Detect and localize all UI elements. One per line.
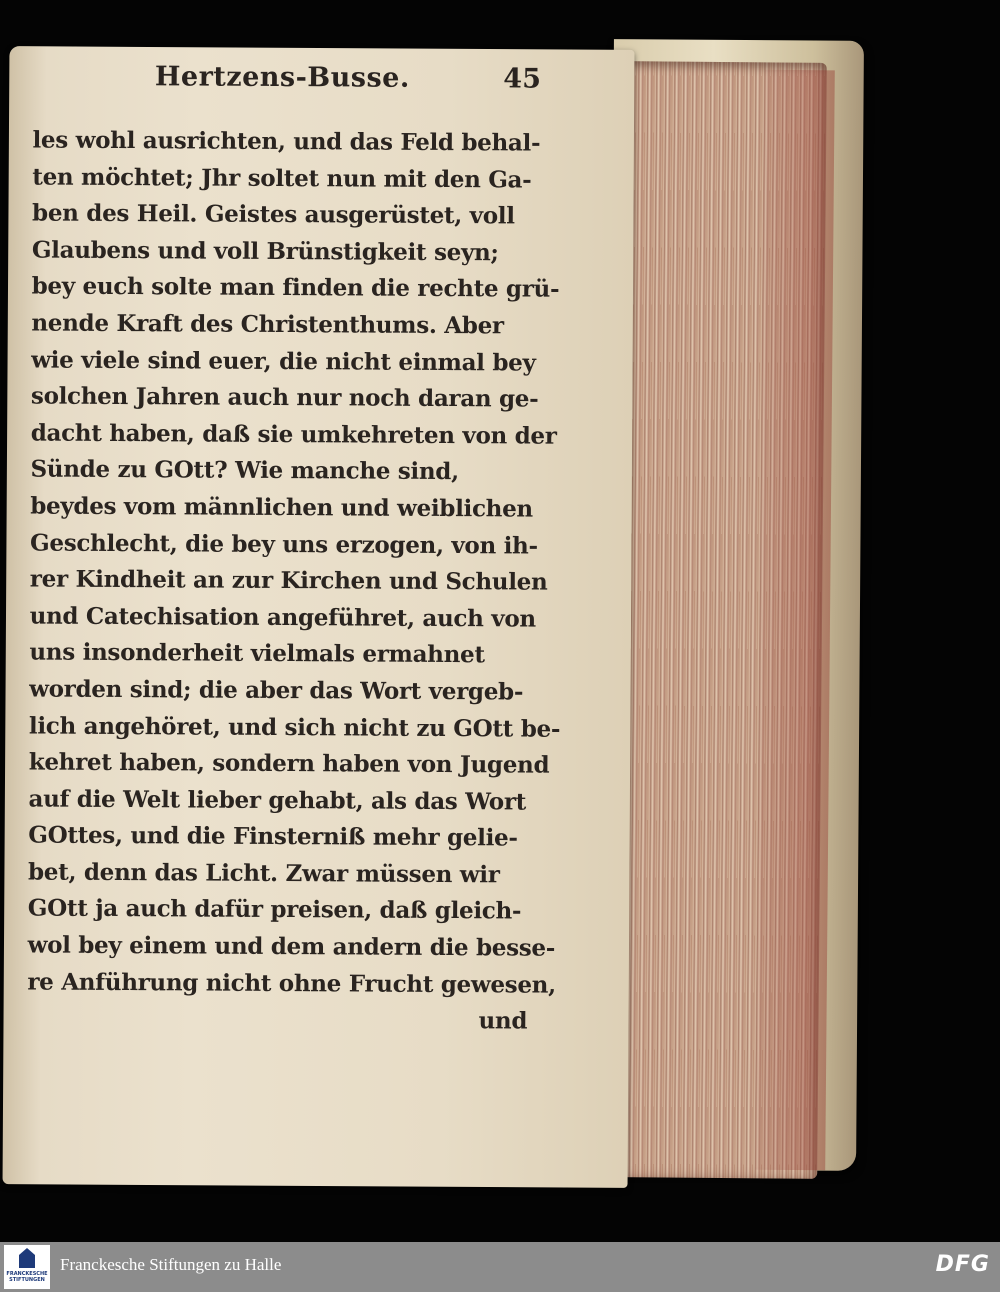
text-line: nende Kraft des Christenthums. Aber [31, 309, 504, 340]
running-head [33, 56, 542, 103]
text-line: Geschlecht, die bey uns erzogen, von ih- [29, 529, 538, 560]
dfg-logo[interactable]: DFG [935, 1252, 990, 1277]
text-line: rer Kindheit an zur Kirchen und Schulen [29, 565, 548, 596]
text-line: uns insonderheit vielmals ermahnet [29, 638, 485, 669]
text-line: beydes vom männlichen und weiblichen [30, 492, 533, 523]
text-line: bey euch solte man finden die rechte grü- [31, 272, 560, 304]
text-line: GOttes, und die Finsterniß mehr gelie- [28, 821, 518, 852]
catchword: und [478, 1007, 528, 1035]
page-number: 45 [503, 63, 542, 95]
running-head-title: Hertzens-Busse. [154, 61, 410, 94]
institution-name: Franckesche Stiftungen zu Halle [60, 1255, 282, 1274]
text-line: les wohl ausrichten, und das Feld behal- [32, 126, 541, 157]
text-line: re Anführung nicht ohne Frucht gewesen, [27, 968, 556, 999]
text-line: ben des Heil. Geistes ausgerüstet, voll [32, 199, 515, 230]
text-line: kehret haben, sondern haben von Jugend [28, 748, 550, 779]
franckesche-stiftungen-logo[interactable] [4, 1245, 50, 1289]
building-icon [19, 1248, 35, 1268]
text-lines [27, 122, 561, 1040]
text-line: Glaubens und voll Brünstigkeit seyn; [31, 236, 499, 267]
text-line: bet, denn das Licht. Zwar müssen wir [27, 858, 500, 889]
text-line: wol bey einem und dem andern die besse- [27, 931, 556, 962]
text-line: dacht haben, daß sie umkehreten von der [30, 419, 557, 450]
page-edge-shade [755, 70, 835, 1171]
footer-bar [0, 1242, 1000, 1292]
text-line: GOtt ja auch dafür preisen, daß gleich- [27, 894, 522, 925]
text-line: auf die Welt lieber gehabt, als das Wort [28, 785, 527, 816]
page-text-block [27, 56, 561, 1056]
text-line: und Catechisation angeführet, auch von [29, 602, 536, 633]
text-line: ten möchtet; Jhr soltet nun mit den Ga- [32, 163, 532, 194]
text-line: wie viele sind euer, die nicht einmal bey [31, 346, 536, 377]
logo-text: FRANCKESCHE STIFTUNGEN [6, 1271, 48, 1283]
text-line: lich angehöret, und sich nicht zu GOtt be- [28, 711, 561, 743]
text-line: Sünde zu GOtt? Wie manche sind, [30, 455, 459, 486]
text-line: worden sind; die aber das Wort vergeb- [29, 675, 524, 706]
text-line: solchen Jahren auch nur noch daran ge- [30, 382, 539, 413]
